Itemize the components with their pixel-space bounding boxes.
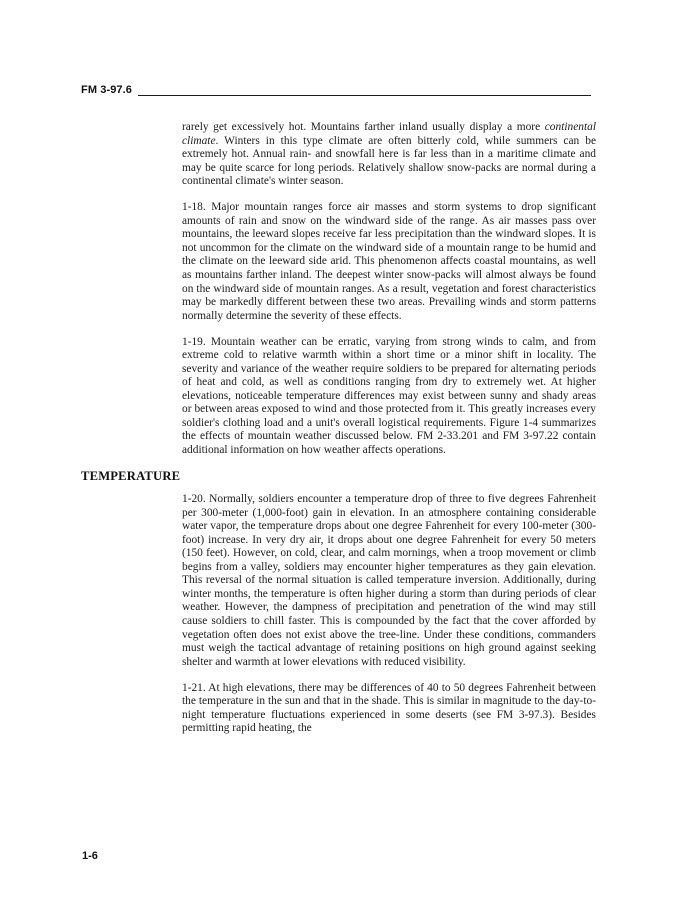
paragraph-1-18: 1-18. Major mountain ranges force air masses and storm systems to drop significant amounts of rain and snow on the windward side of the range. As air masses pass over mountains, the leeward slopes receive far less precipitation than the windward slopes. It is not uncommon for the climate on the windward side of a mountain range to be humid and the climate on the leeward side arid. This phenomenon affects coastal mountains, as well as mountains farther inland. The deepest winter snow-packs will almost always be found on the windward side of mountain ranges. As a result, vegetation and forest characteristics may be markedly different between these two areas. Prevailing winds and storm patterns normally determine the severity of these effects. — [182, 201, 596, 322]
intro-italic-phrase: continental climate — [182, 121, 596, 147]
paragraph-1-19: 1-19. Mountain weather can be erratic, varying from strong winds to calm, and from extreme cold to relative warmth within a short time or a minor shift in locality. The severity and variance of the weather require soldiers to be prepared for alternating periods of heat and cold, as well as conditions ranging from dry to extremely wet. At higher elevations, noticeable temperature differences may exist between sunny and shady areas or between areas exposed to wind and those protected from it. This greatly increases every soldier's clothing load and a unit's overall logistical requirements. Figure 1-4 summarizes the effects of mountain weather discussed below. FM 2-33.201 and FM 3-97.22 contain additional information on how weather affects operations. — [182, 335, 596, 457]
intro-text-after-italic: . Winters in this type climate are often bitterly cold, while summers can be extremely hot. Annual rain- and snowfall here is far less than in a maritime climate and may be quite scarce for long periods. Relatively shallow snow-packs are normal during a continental climate's winter season. — [182, 134, 596, 188]
page-number: 1-6 — [82, 850, 98, 862]
paragraph-1-21: 1-21. At high elevations, there may be differences of 40 to 50 degrees Fahrenheit between the temperature in the sun and that in the shade. This is similar in magnitude to the day-to-night temperature fluctuations experienced in some deserts (see FM 3-97.3). Besides permitting rapid heating, the — [182, 681, 596, 735]
paragraph-1-20: 1-20. Normally, soldiers encounter a temperature drop of three to five degrees Fahrenheit per 300-meter (1,000-foot) gain in elevation. In an atmosphere containing considerable water vapor, the temperature drops about one degree Fahrenheit for every 100-meter (300-foot) increase. In very dry air, it drops about one degree Fahrenheit for every 50 meters (150 feet). However, on cold, clear, and calm mornings, when a troop movement or climb begins from a valley, soldiers may encounter higher temperatures as they gain elevation. This reversal of the normal situation is called temperature inversion. Additionally, during winter months, the temperature is often higher during a storm than during periods of clear weather. However, the dampness of precipitation and penetration of the wind may still cause soldiers to chill faster. This is compounded by the fact that the cover afforded by vegetation often does not exist above the tree-line. Under these conditions, commanders must weigh the tactical advantage of retaining positions on high ground against seeking shelter and warmth at lower elevations with reduced visibility. — [182, 493, 596, 668]
page-header — [81, 83, 591, 97]
intro-text-before-italic: rarely get excessively hot. Mountains farther inland usually display a more — [182, 121, 545, 133]
section-heading-temperature: TEMPERATURE — [81, 469, 181, 484]
header-rule — [138, 83, 591, 96]
page-footer — [82, 850, 98, 862]
paragraph-intro — [182, 121, 596, 189]
header-doc-number: FM 3-97.6 — [81, 84, 133, 96]
page-body — [81, 121, 596, 748]
